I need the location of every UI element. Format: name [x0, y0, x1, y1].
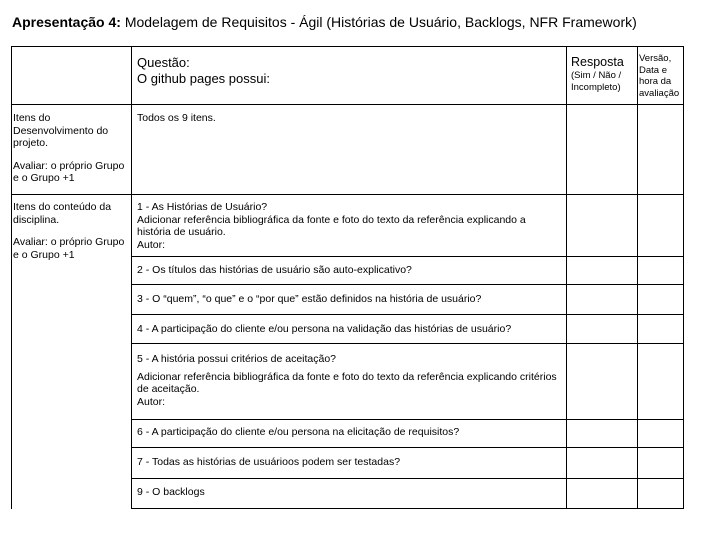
table-border-left	[11, 46, 12, 509]
response-header	[571, 55, 635, 93]
table-row-line	[131, 343, 684, 344]
question-header-line2: O github pages possui:	[137, 71, 270, 86]
table-row-line	[131, 314, 684, 315]
question-item-text: Adicionar referência bibliográfica da fonte e foto do texto da referência explicando a história de usuário.	[137, 213, 526, 239]
question-item-text: 9 - O backlogs	[137, 486, 205, 498]
table-row-line	[131, 256, 684, 257]
table-row-line	[131, 419, 684, 420]
question-item	[137, 264, 562, 277]
question-item-text: Todos os 9 itens.	[137, 112, 216, 124]
section-label-title: Itens do Desenvolvimento do projeto.	[13, 112, 109, 150]
question-item-text: 2 - Os títulos das histórias de usuário são auto-explicativo?	[137, 264, 412, 276]
question-item	[137, 486, 562, 499]
title-rest: Modelagem de Requisitos - Ágil (Histórias de Usuário, Backlogs, NFR Framework)	[120, 14, 637, 30]
question-item-text: 6 - A participação do cliente e/ou persona na elicitação de requisitos?	[137, 426, 460, 438]
question-item	[137, 201, 562, 251]
version-header	[639, 53, 683, 99]
question-item	[137, 293, 562, 306]
page-title	[12, 14, 637, 30]
section-label	[13, 112, 131, 185]
section-label	[13, 201, 131, 261]
table-border-top	[11, 46, 684, 47]
table-divider-col1	[131, 46, 132, 509]
question-header	[137, 55, 557, 87]
question-item-text: Autor:	[137, 395, 166, 408]
question-item-text: 5 - A história possui critérios de aceitação?	[137, 353, 337, 365]
question-item	[137, 323, 562, 336]
table-row-line	[11, 194, 684, 195]
question-header-line1: Questão:	[137, 55, 190, 70]
table-row-line	[131, 478, 684, 479]
question-item	[137, 426, 562, 439]
table-divider-col2	[566, 46, 567, 509]
table-row-line	[11, 104, 684, 105]
response-header-title: Resposta	[571, 55, 624, 69]
question-item-text: 7 - Todas as histórias de usuárioos podem ser testadas?	[137, 456, 401, 468]
table-divider-col3	[637, 46, 638, 509]
version-header-text: Versão, Data e hora da avaliação	[639, 53, 680, 99]
table-row-line	[131, 447, 684, 448]
question-item-text: 4 - A participação do cliente e/ou persona na validação das histórias de usuário?	[137, 323, 512, 335]
table-border-right	[683, 46, 684, 509]
question-item	[137, 112, 562, 125]
question-item-text: Adicionar referência bibliográfica da fonte e foto do texto da referência explicando critérios de aceitação.	[137, 370, 557, 396]
question-item-text: 1 - As Histórias de Usuário?	[137, 201, 268, 213]
question-item-text: Autor:	[137, 238, 166, 251]
table-border-bottom	[131, 508, 684, 509]
section-label-title: Itens do conteúdo da disciplina.	[13, 201, 112, 226]
table-row-line	[131, 284, 684, 285]
response-header-sub: (Sim / Não / Incompleto)	[571, 70, 622, 93]
title-bold: Apresentação 4:	[12, 14, 121, 30]
question-item-text: 3 - O “quem”, “o que” e o “por que” estão definidos na história de usuário?	[137, 293, 482, 305]
question-item	[137, 456, 562, 469]
section-label-evaluate: Avaliar: o próprio Grupo e o Grupo +1	[13, 159, 125, 185]
question-item	[137, 353, 562, 408]
section-label-evaluate: Avaliar: o próprio Grupo e o Grupo +1	[13, 236, 125, 261]
